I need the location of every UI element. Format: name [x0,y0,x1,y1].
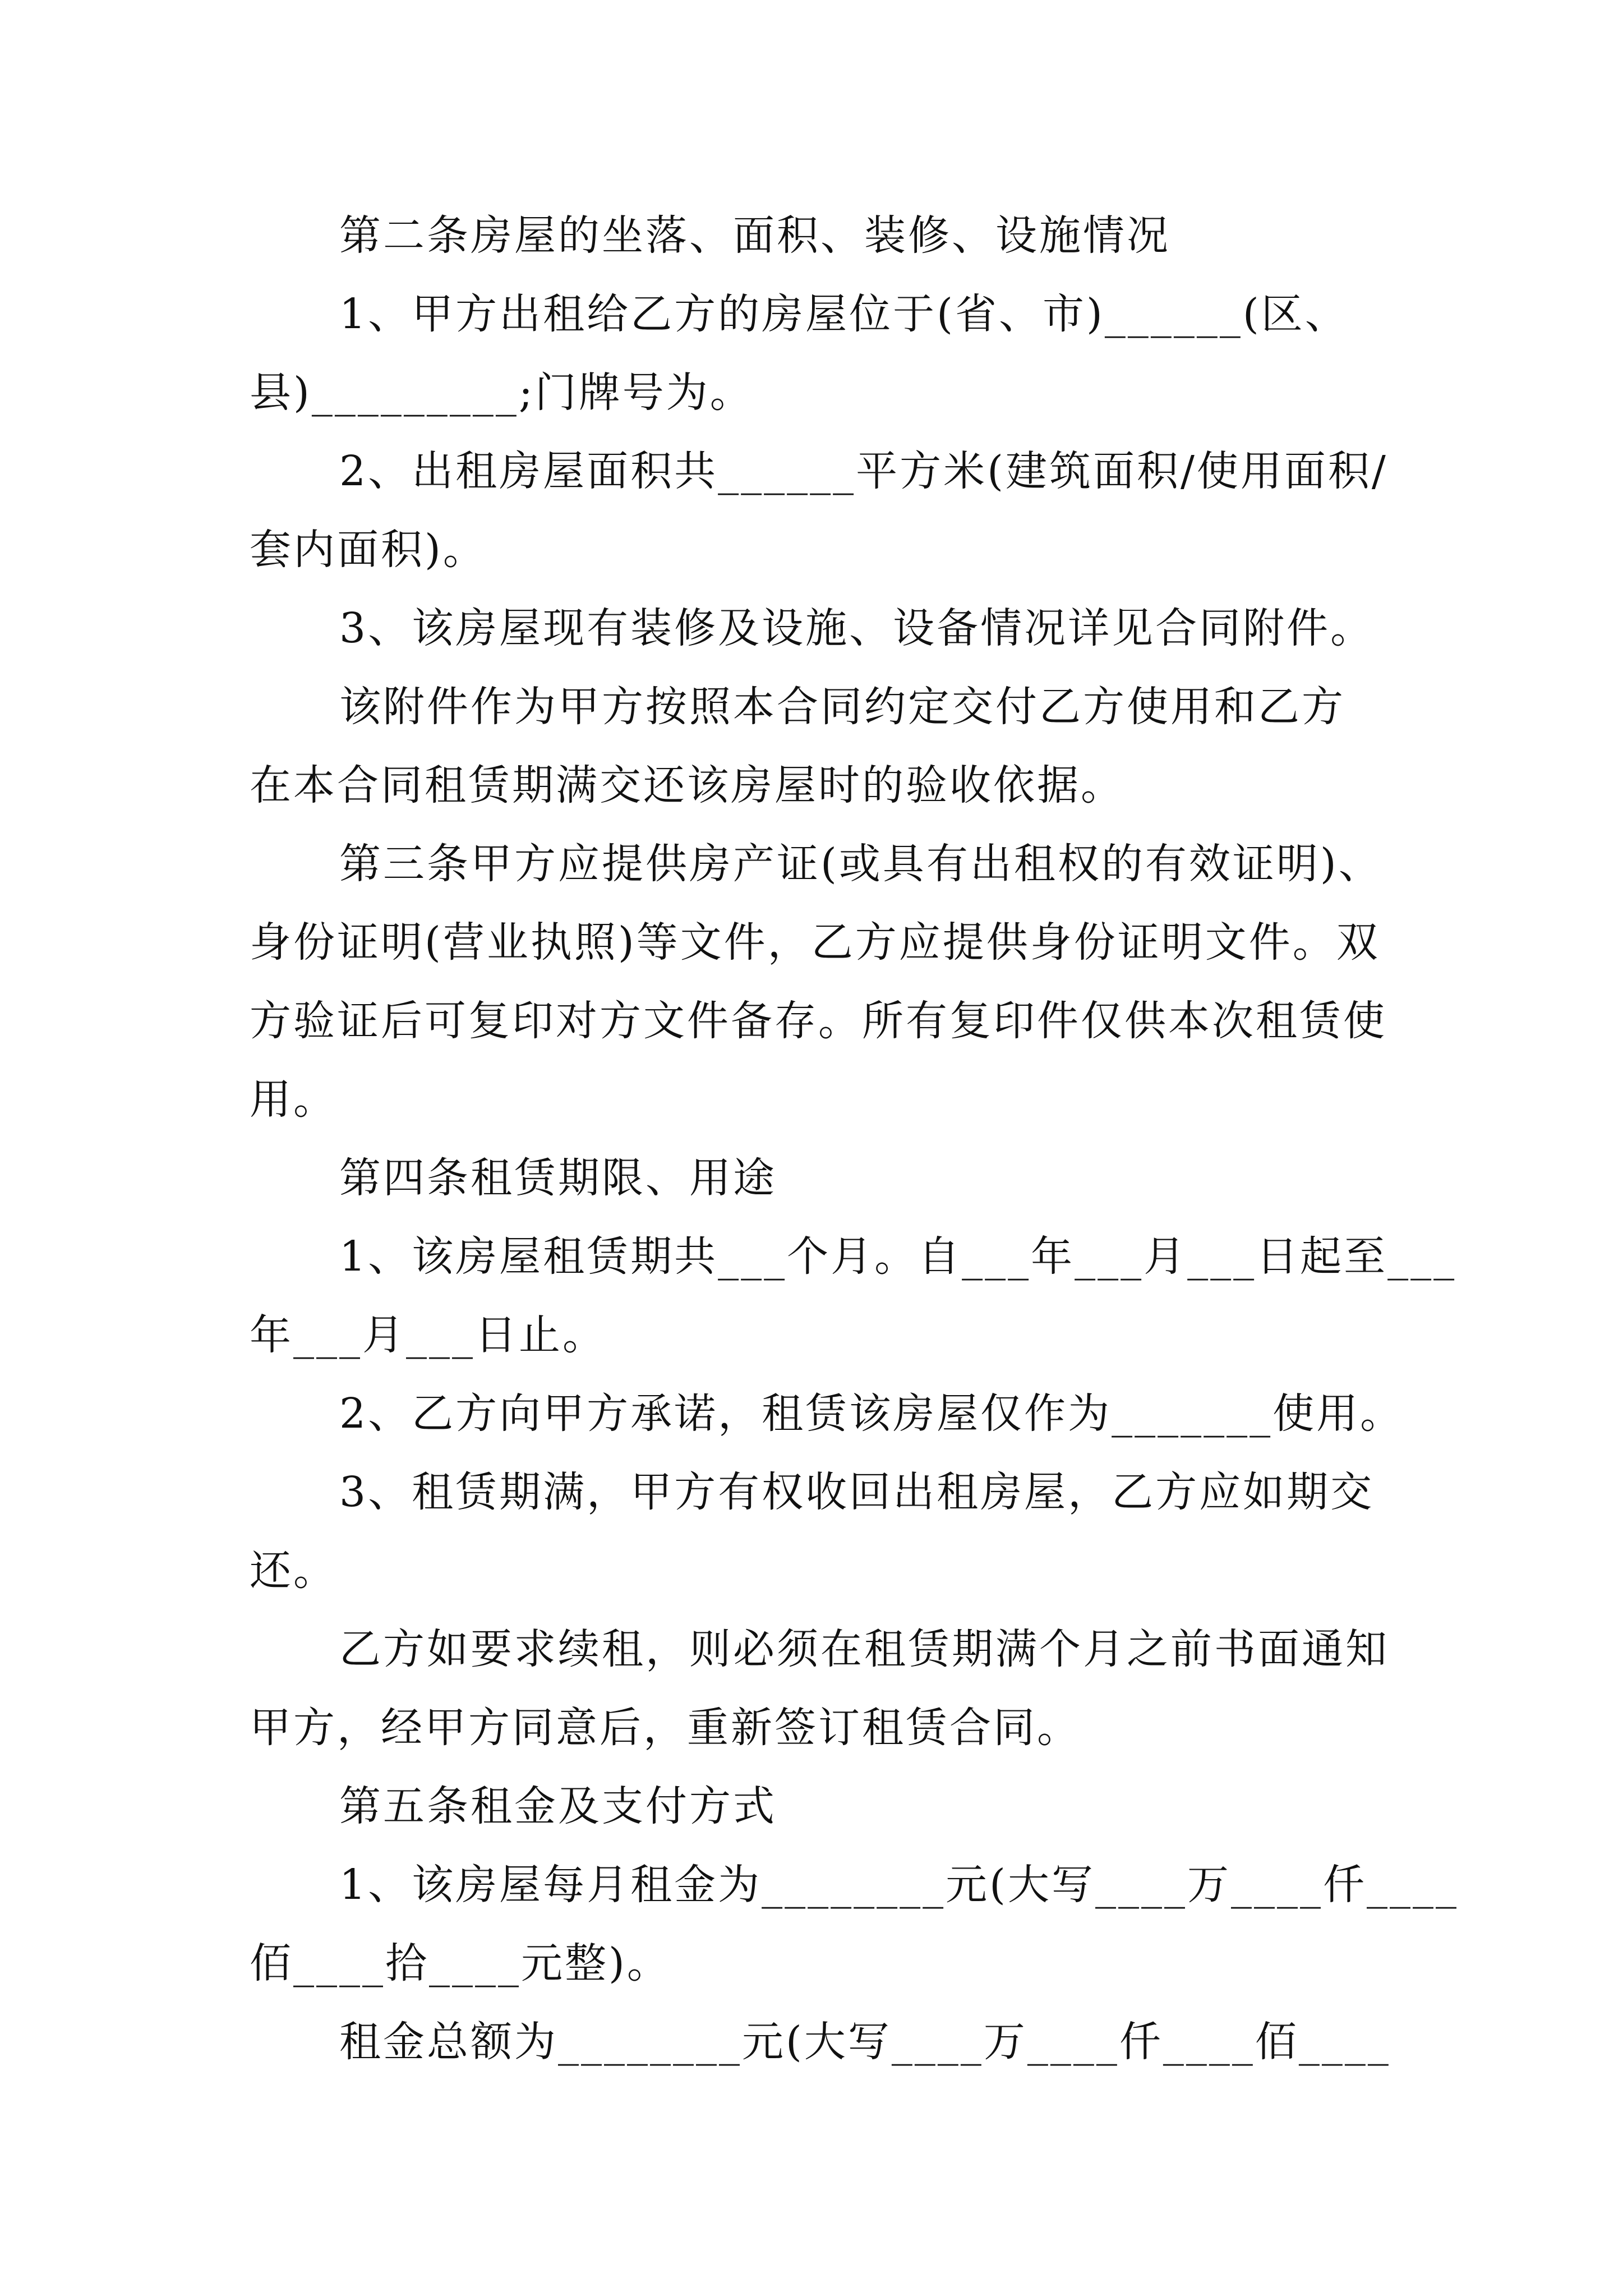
article-2-item-1: 1、甲方出租给乙方的房屋位于(省、市)______(区、 [339,290,1349,338]
total-rent-line: 租金总额为________元(大写____万____仟____佰____ [339,2018,1391,2066]
article-5-heading: 第五条租金及支付方式 [339,1782,777,1830]
article-3-cont-2: 方验证后可复印对方文件备存。所有复印件仅供本次租赁使 [250,997,1387,1045]
article-4-item-3-cont: 还。 [250,1547,337,1595]
article-4-item-3: 3、租赁期满，甲方有权收回出租房屋，乙方应如期交 [339,1468,1375,1516]
article-2-item-2-cont: 套内面积)。 [250,526,487,574]
annex-paragraph: 该附件作为甲方按照本合同约定交付乙方使用和乙方 [339,683,1345,731]
article-2-heading: 第二条房屋的坐落、面积、装修、设施情况 [339,211,1170,260]
article-3-cont-1: 身份证明(营业执照)等文件，乙方应提供身份证明文件。双 [250,918,1380,967]
article-3-cont-3: 用。 [250,1075,337,1124]
article-4-item-1-cont: 年___月___日止。 [250,1311,606,1359]
article-5-item-1-cont: 佰____拾____元整)。 [250,1939,671,1987]
article-4-item-1: 1、该房屋租赁期共___个月。自___年___月___日起至___ [339,1232,1457,1281]
article-3: 第三条甲方应提供房产证(或具有出租权的有效证明)、 [339,840,1382,888]
renewal-paragraph: 乙方如要求续租，则必须在租赁期满个月之前书面通知 [339,1625,1389,1673]
article-4-item-2: 2、乙方向甲方承诺，租赁该房屋仅作为_______使用。 [339,1389,1404,1438]
annex-paragraph-cont: 在本合同租赁期满交还该房屋时的验收依据。 [250,761,1124,809]
article-5-item-1: 1、该房屋每月租金为________元(大写____万____仟____ [339,1861,1459,1909]
article-2-item-2: 2、出租房屋面积共______平方米(建筑面积/使用面积/ [339,447,1388,495]
renewal-paragraph-cont: 甲方，经甲方同意后，重新签订租赁合同。 [250,1704,1081,1752]
article-4-heading: 第四条租赁期限、用途 [339,1154,777,1202]
article-2-item-3: 3、该房屋现有装修及设施、设备情况详见合同附件。 [339,604,1375,652]
article-2-item-1-cont: 县)_________;门牌号为。 [250,369,754,417]
